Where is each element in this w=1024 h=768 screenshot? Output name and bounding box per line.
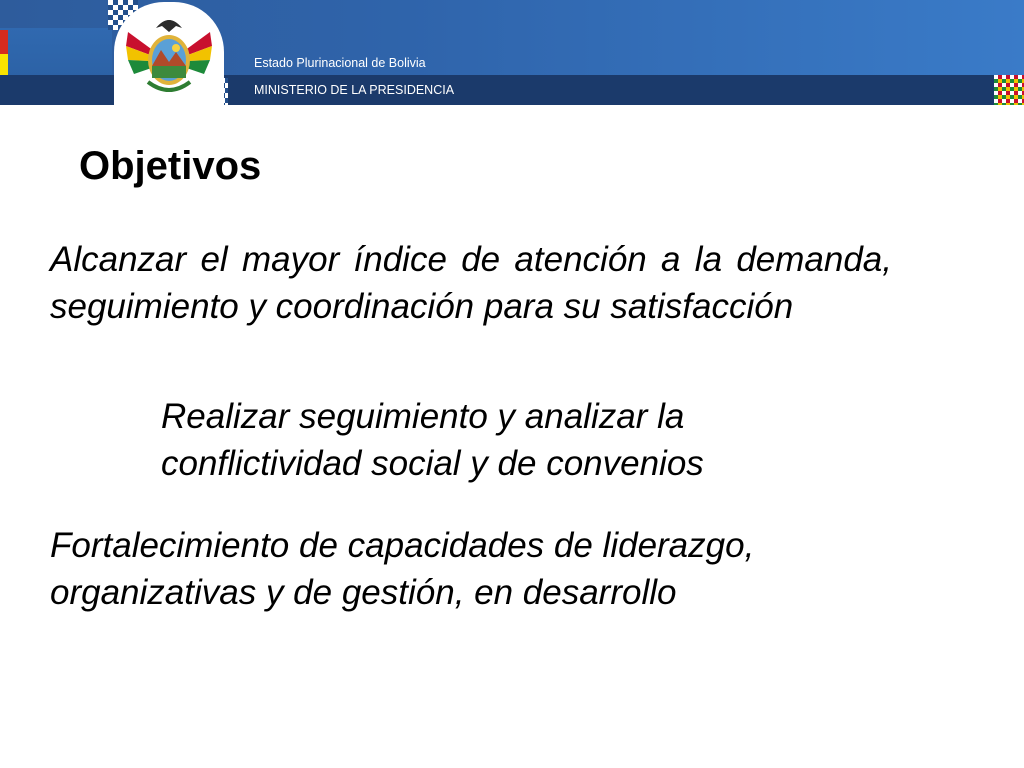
objective-1: Alcanzar el mayor índice de atención a la demanda, seguimiento y coordinación para su satisfacción [50, 240, 892, 326]
page-title: Objetivos [79, 144, 262, 188]
ministry-name: MINISTERIO DE LA PRESIDENCIA [254, 83, 455, 97]
objective-3: Fortalecimiento de capacidades de liderazgo, organizativas y de gestión, en desarrollo [50, 526, 755, 612]
coat-of-arms-icon [114, 2, 224, 105]
objective-2: Realizar seguimiento y analizar la conflictividad social y de convenios [161, 397, 704, 483]
aguayo-pattern-icon [994, 75, 1024, 105]
state-name: Estado Plurinacional de Bolivia [254, 56, 426, 70]
emblem-container [114, 2, 224, 105]
